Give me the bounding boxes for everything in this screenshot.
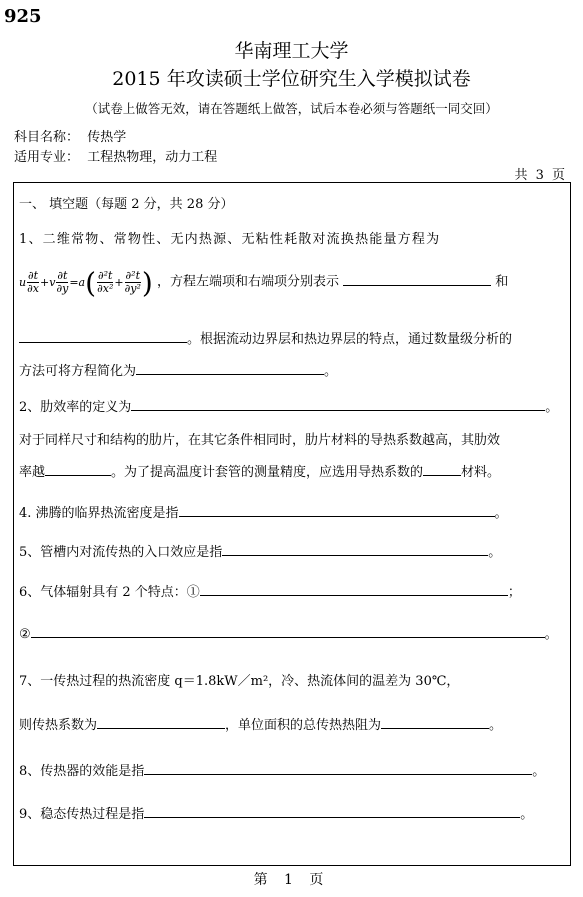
q1-and: 和 (495, 274, 509, 290)
q7-text-a: 则传热系数为 (19, 718, 98, 733)
q1-line4 (19, 360, 337, 379)
subject-value: 传热学 (87, 130, 127, 145)
q9-end: 。 (520, 807, 534, 822)
q5-text: 5、管槽内对流传热的入口效应是指 (19, 545, 223, 560)
exam-notice: （试卷上做答无效，请在答题纸上做答，试后本卷必须与答题纸一同交回） (85, 101, 498, 116)
q4-row (19, 502, 508, 521)
q1-line3 (19, 328, 512, 347)
q4-text: 4. 沸腾的临界热流密度是指 (19, 506, 179, 521)
q2-line2: 对于同样尺寸和结构的肋片，在其它条件相同时，肋片材料的导热系数越高，其肋效 (19, 433, 501, 448)
q6-row-2 (19, 623, 558, 642)
subject-row (14, 126, 126, 145)
q2-line3-text-a: 率越 (19, 465, 46, 480)
q7-line1: 7、一传热过程的热流密度 q＝1.8kW／m²，冷、热流体间的温差为 30℃， (19, 674, 460, 689)
university-title: 华南理工大学 (234, 40, 349, 62)
q2-text: 2、肋效率的定义为 (19, 400, 132, 415)
q1-blank-2[interactable] (19, 330, 187, 343)
exam-title: 2015 年攻读硕士学位研究生入学模拟试卷 (112, 68, 471, 90)
q1-equation-row (19, 266, 508, 299)
q8-blank[interactable] (144, 762, 532, 775)
q2-blank-2[interactable] (45, 463, 111, 476)
q1-eq-text: ，方程左端项和右端项分别表示 (156, 274, 339, 290)
major-label: 适用专业： (14, 150, 80, 165)
q2-line1 (19, 396, 558, 415)
q6-text: 6、气体辐射具有 2 个特点：① (19, 585, 200, 600)
q9-text: 9、稳态传热过程是指 (19, 807, 145, 822)
major-row (14, 146, 217, 165)
q7-end: 。 (489, 718, 503, 733)
page-footer: 第 1 页 (253, 872, 330, 888)
q7-text-b: ，单位面积的总传热热阻为 (225, 718, 382, 733)
q2-blank-3[interactable] (423, 463, 461, 476)
q4-blank[interactable] (179, 504, 495, 517)
exam-code: 925 (4, 6, 42, 27)
q1-blank-3[interactable] (136, 362, 324, 375)
energy-equation: u $\frac{\partial t}{\partial x}$ +v $\frac{\partial t}{\partial y}$ =a( $\frac{\text{∂²t}}{\text{∂x²}}$ + $\frac{\text{∂²t}}{\text{∂y²}}$ ) (19, 266, 153, 299)
q7-line2 (19, 714, 502, 733)
q6-end-2: 。 (544, 627, 558, 642)
section-heading: 一、 填空题（每题 2 分，共 28 分） (19, 197, 234, 212)
q6-text-2: ② (19, 627, 31, 642)
q6-end: ； (507, 585, 521, 600)
q1-blank-1[interactable] (343, 273, 491, 286)
q6-blank-1[interactable] (200, 583, 508, 596)
q1-line4-text: 方法可将方程简化为 (19, 364, 137, 379)
q6-blank-2[interactable] (31, 625, 545, 638)
q7-blank-1[interactable] (97, 716, 225, 729)
q1-line1: 1、二维常物、常物性、无内热源、无粘性耗散对流换热能量方程为 (19, 232, 441, 247)
q2-end: 。 (545, 400, 559, 415)
q8-row (19, 760, 545, 779)
q9-blank[interactable] (144, 805, 520, 818)
subject-label: 科目名称： (14, 130, 80, 145)
q8-end: 。 (532, 764, 546, 779)
q9-row (19, 803, 533, 822)
total-pages: 共 3 页 (514, 168, 567, 183)
q2-line3 (19, 461, 500, 480)
major-value: 工程热物理，动力工程 (87, 150, 218, 165)
q1-line3-text: 。根据流动边界层和热边界层的特点，通过数量级分析的 (187, 332, 513, 347)
q2-line3-text-c: 材料。 (461, 465, 501, 480)
q1-line4-end: 。 (324, 364, 338, 379)
q8-text: 8、传热器的效能是指 (19, 764, 145, 779)
q4-end: 。 (494, 506, 508, 521)
q5-blank[interactable] (222, 543, 488, 556)
q2-blank-1[interactable] (131, 398, 545, 411)
q5-row (19, 541, 501, 560)
q6-row (19, 581, 521, 600)
q7-blank-2[interactable] (381, 716, 489, 729)
q2-line3-text-b: 。为了提高温度计套管的测量精度，应选用导热系数的 (111, 465, 424, 480)
q5-end: 。 (488, 545, 502, 560)
